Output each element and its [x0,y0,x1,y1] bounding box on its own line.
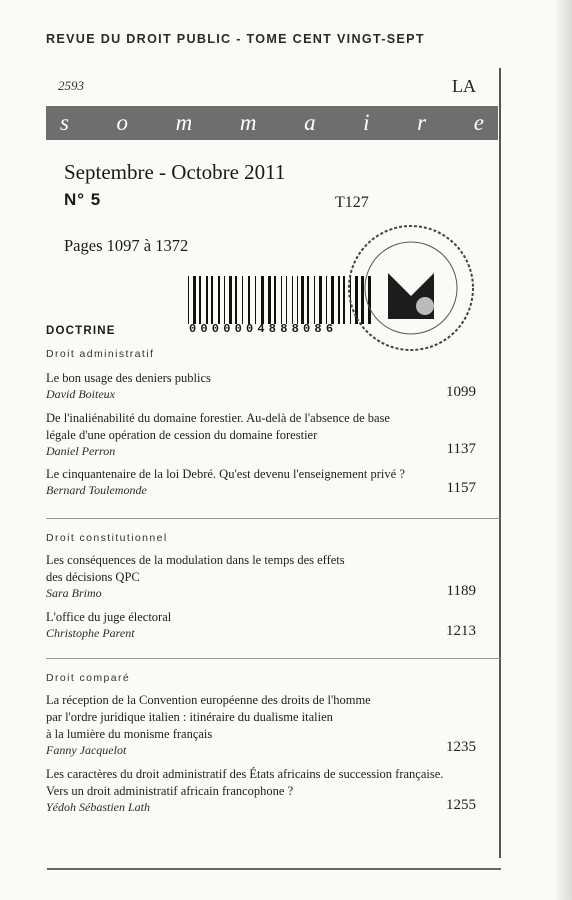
banner-letter: i [363,110,370,135]
section-divider [46,518,500,519]
barcode-bar [206,276,208,324]
subsection-droit-administratif: Droit administratif [46,348,155,360]
entry-page: 1255 [446,797,476,813]
entry-title: La réception de la Convention européenne des droits de l'homme [46,693,371,707]
page-edge-shadow [554,0,572,900]
handwritten-note-right: LA [452,76,476,96]
banner-letter: r [417,110,427,135]
library-stamp [336,218,486,358]
entry-author: David Boiteux [46,387,115,401]
toc-entry [46,766,476,815]
entry-title: des décisions QPC [46,570,140,584]
handwritten-note-mid: T127 [335,194,369,211]
section-divider [46,658,500,659]
handwritten-note-left: 2593 [58,78,84,93]
barcode-bar [292,276,293,324]
toc-entry [46,609,476,641]
banner-letter: s [60,110,69,135]
barcode-bar [286,276,287,324]
barcode-bar [307,276,309,324]
banner-letter: a [304,110,316,135]
barcode-bar [331,276,334,324]
barcode-digits: 0000004888086 [189,322,338,336]
toc-entry [46,552,476,601]
barcode-bar [301,276,304,324]
barcode-bar [255,276,256,324]
entry-title: Le cinquantenaire de la loi Debré. Qu'est devenu l'enseignement privé ? [46,467,405,481]
barcode-bar [224,276,225,324]
barcode-bar [193,276,196,324]
entry-author: Sara Brimo [46,586,102,600]
banner-letter: m [175,110,193,135]
entry-title: Les caractères du droit administratif des États africains de succession française. [46,767,444,781]
barcode-bar [188,276,189,324]
barcode-bar [274,276,276,324]
banner-letter: m [239,110,257,135]
toc-entry [46,370,476,402]
issue-date: Septembre - Octobre 2011 [64,160,286,184]
entry-page: 1157 [446,480,476,496]
frame-rule-right [499,68,501,858]
entry-page: 1235 [446,739,476,755]
entry-title: à la lumière du monisme français [46,727,213,741]
barcode-bar [314,276,315,324]
journal-title: REVUE DU DROIT PUBLIC - TOME CENT VINGT-SEPT [46,32,425,46]
barcode-bar [229,276,232,324]
frame-rule-bottom [47,868,501,870]
barcode-bar [261,276,264,324]
entry-title: L'office du juge électoral [46,610,172,624]
banner-letter: e [473,110,484,135]
entry-page: 1213 [446,623,476,639]
entry-page: 1189 [446,583,476,599]
barcode-bar [319,276,322,324]
sommaire-banner [46,106,498,140]
barcode-bar [268,276,271,324]
entry-title: par l'ordre juridique italien : itinéraire du dualisme italien [46,710,333,724]
entry-title: De l'inaliénabilité du domaine forestier. Au-delà de l'absence de base [46,411,390,425]
pages-range: Pages 1097 à 1372 [64,236,189,255]
subsection-droit-compare: Droit comparé [46,672,131,684]
entry-title: Les conséquences de la modulation dans le temps des effets [46,553,345,567]
entry-author: Christophe Parent [46,626,135,640]
barcode-bar [297,276,298,324]
toc-entry [46,410,476,459]
entry-author: Bernard Toulemonde [46,483,147,497]
barcode-bar [326,276,327,324]
barcode-bar [281,276,282,324]
section-doctrine: DOCTRINE [46,325,116,337]
barcode-bar [235,276,237,324]
entry-page: 1099 [446,384,476,400]
barcode-bar [211,276,213,324]
barcode-bar [242,276,243,324]
subsection-droit-constitutionnel: Droit constitutionnel [46,532,168,544]
toc-entry [46,466,476,498]
entry-title: Le bon usage des deniers publics [46,371,211,385]
entry-title: Vers un droit administratif africain francophone ? [46,784,294,798]
barcode-bar [199,276,201,324]
barcode-bar [218,276,220,324]
entry-author: Yédoh Sébastien Lath [46,800,150,814]
toc-entry [46,692,476,758]
entry-author: Fanny Jacquelot [46,743,127,757]
entry-page: 1137 [446,441,476,457]
barcode-bar [248,276,250,324]
issue-number: N° 5 [64,190,102,209]
entry-author: Daniel Perron [46,444,116,458]
banner-letter: o [116,110,129,135]
entry-title: légale d'une opération de cession du domaine forestier [46,428,318,442]
